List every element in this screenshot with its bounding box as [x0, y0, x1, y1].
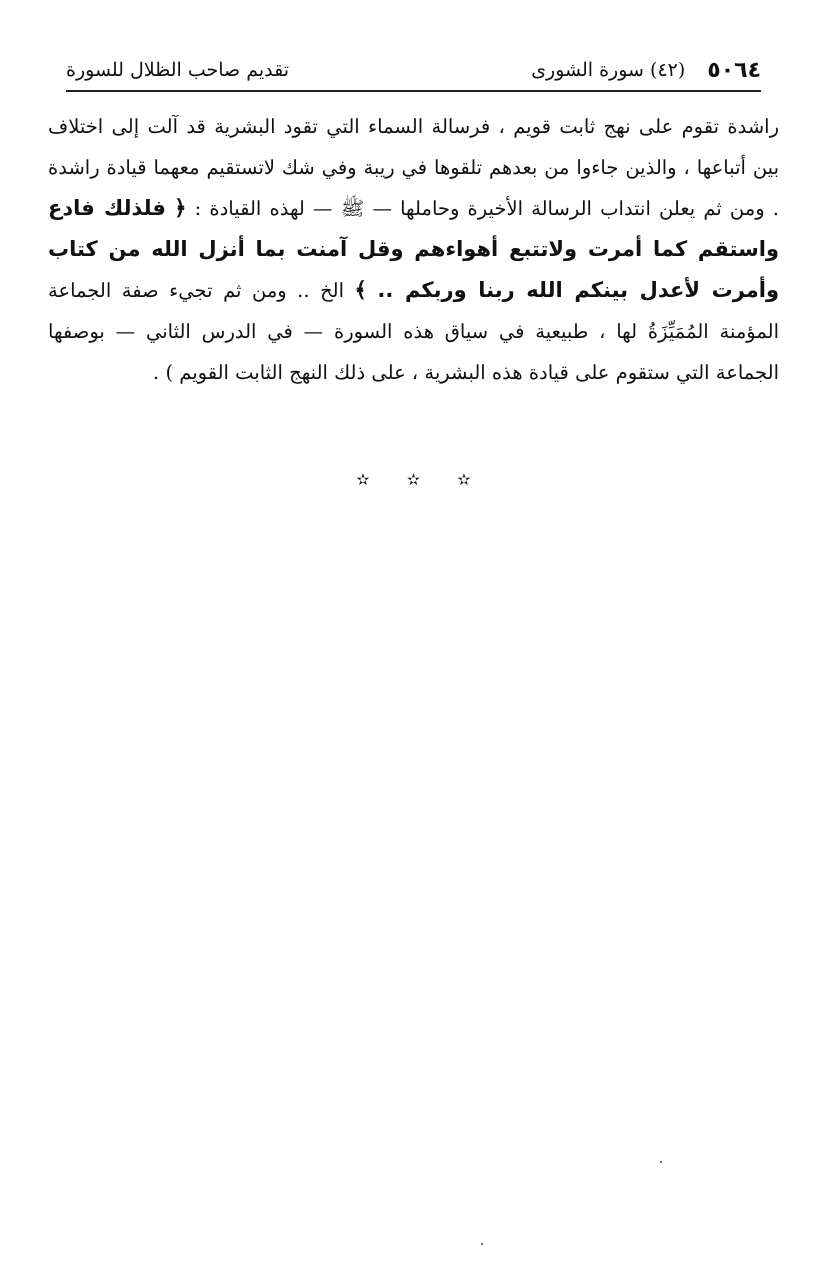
header-right-group — [531, 58, 761, 83]
page-number: ٥٠٦٤ — [707, 57, 761, 83]
quran-quote: فلذلك فادع واستقم كما أمرت ولاتتبع أهواءهم وقل آمنت بما أنزل الله من كتاب وأمرت لأعدل بينكم الله ربنا وربكم .. — [48, 196, 780, 302]
separator-star-icon: ✫ — [457, 470, 471, 489]
paragraph-continuation: الخ .. ومن ثم تجيء صفة الجماعة المؤمنة المُمَيِّزَةُ لها ، طبيعية في سياق هذه السورة — في الدرس الثاني — بوصفها الجماعة التي ستقوم على قيادة هذه البشرية ، على ذلك النهج الثابت القويم ) . — [48, 279, 779, 384]
section-separator — [0, 470, 827, 489]
scan-speck — [481, 1243, 483, 1245]
page-header — [66, 52, 761, 88]
book-section-title: تقديم صاحب الظلال للسورة — [66, 59, 290, 81]
scan-speck — [660, 1161, 662, 1163]
separator-star-icon: ✫ — [356, 470, 370, 489]
quran-quote-open: ﴿ — [174, 196, 187, 220]
quran-quote-close: ﴾ — [354, 278, 367, 302]
header-rule — [66, 90, 761, 92]
separator-star-icon: ✫ — [406, 470, 421, 489]
main-paragraph — [48, 106, 779, 393]
paragraph-intro: راشدة تقوم على نهج ثابت قويم ، فرسالة السماء التي تقود البشرية قد آلت إلى اختلاف بين أتباعها ، والذين جاءوا من بعدهم تلقوها في ريبة وفي شك لاتستقيم معهما قيادة راشدة . ومن ثم يعلن انتداب الرسالة الأخيرة وحاملها — ﷺ — لهذه القيادة : — [48, 115, 780, 220]
surah-title: (٤٢) سورة الشورى — [531, 59, 686, 81]
